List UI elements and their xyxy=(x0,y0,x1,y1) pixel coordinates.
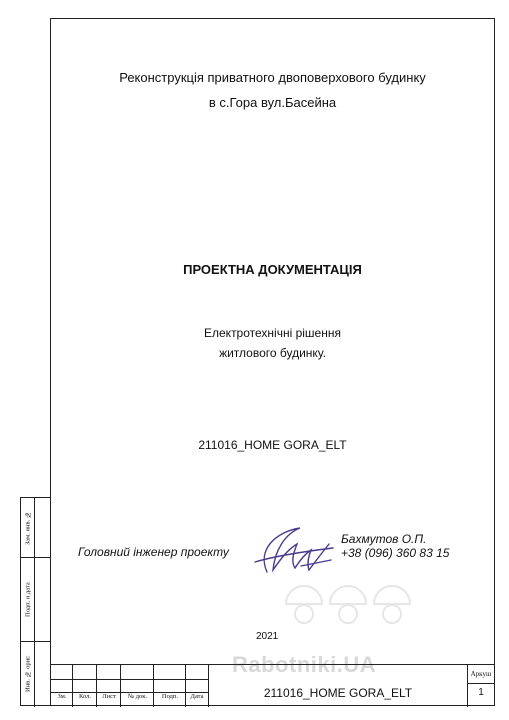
subtitle-line1: Електротехнічні рішення xyxy=(204,326,341,340)
header-change: Зм. xyxy=(57,693,67,700)
original-inventory-label: Инв. № ориг. xyxy=(24,655,32,693)
sheet-label: Аркуш xyxy=(470,670,492,678)
title-block-col-line xyxy=(120,665,121,707)
header-doc-number: № док. xyxy=(127,693,148,700)
title-block-col-line xyxy=(72,665,73,707)
header-date: Дата xyxy=(190,693,204,700)
document-heading: ПРОЕКТНА ДОКУМЕНТАЦІЯ xyxy=(183,262,362,277)
title-block-col-line xyxy=(96,665,97,707)
title-block-col-line xyxy=(153,665,154,707)
helmet-watermark-icon xyxy=(278,578,418,628)
side-stamp xyxy=(20,497,50,706)
sheet-number: 1 xyxy=(478,687,484,698)
chief-engineer-label: Головний інженер проекту xyxy=(78,545,229,559)
header-sheet: Лнст xyxy=(102,693,116,700)
page-frame xyxy=(50,18,495,706)
watermark-text: Rabotniki.UA xyxy=(232,652,377,677)
signature-date-label: Подп. и дата xyxy=(24,582,32,618)
engineer-name: Бахмутов О.П. xyxy=(341,532,427,546)
header-signature: Подп. xyxy=(161,693,179,700)
title-block-code: 211016_HOME GORA_ELT xyxy=(263,686,413,700)
subtitle-line2: житлового будинку. xyxy=(219,346,326,360)
project-title-line1: Реконструкція приватного двоповерхового будинку xyxy=(119,70,426,85)
document-code: 211016_HOME GORA_ELT xyxy=(198,438,347,452)
engineer-phone: +38 (096) 360 83 15 xyxy=(341,546,450,560)
header-count: Кол. xyxy=(78,693,92,700)
signature-image xyxy=(245,520,335,582)
title-block-col-line xyxy=(185,665,186,707)
project-title-line2: в с.Гора вул.Басейна xyxy=(208,95,337,110)
year: 2021 xyxy=(256,631,279,642)
replacement-inventory-label: Зам. инв. № xyxy=(24,511,32,545)
title-block-row-line xyxy=(467,683,495,684)
